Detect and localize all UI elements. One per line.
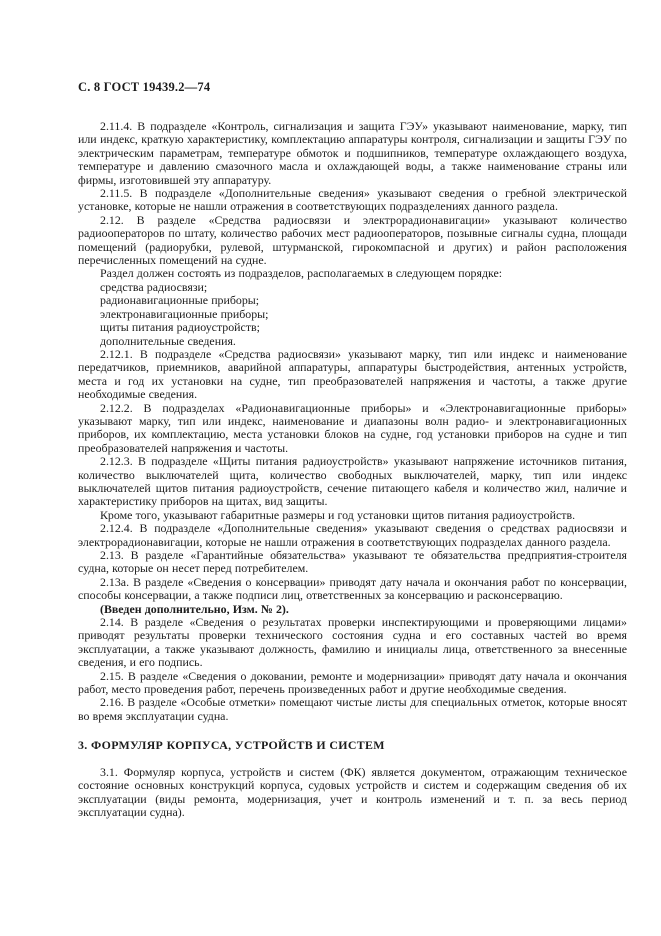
paragraph: Кроме того, указывают габаритные размеры и год установки щитов питания радиоустройств. bbox=[100, 507, 576, 522]
paragraph: 2.13а. В разделе «Сведения о консервации» приводят дату начала и окончания работ по консервации, способы консервации, а также подписи лиц, ответственных за консервацию и расконсервацию. bbox=[78, 574, 627, 603]
page-header: С. 8 ГОСТ 19439.2—74 bbox=[78, 80, 211, 94]
paragraph: электронавигационные приборы; bbox=[100, 306, 269, 321]
paragraph: 2.12. В разделе «Средства радиосвязи и электрорадионавигации» указывают количество радиооператоров по штату, количество рабочих мест радиооператоров, позывные сигналы судна, площади помещений (радиорубки, рулевой, штурманской, гирокомпасной и других) и район расположения перечисленных помещений на судне. bbox=[78, 212, 627, 268]
paragraph: 2.11.4. В подразделе «Контроль, сигнализация и защита ГЭУ» указывают наименование, марку, тип или индекс, краткую характеристику, комплектацию аппаратуры контроля, сигнализации и защиты ГЭУ по электрическим параметрам, температуре обмоток и подшипников, температуре охлаждающего воздуха, температуре и давлению смазочного масла и охлаждающей воды, а также наименование страны или фирмы, изготовившей эту аппаратуру. bbox=[78, 119, 627, 187]
paragraph: 2.12.1. В подразделе «Средства радиосвязи» указывают марку, тип или индекс и наименование передатчиков, приемников, аварийной аппаратуры, аппаратуры быстродействия, антенных устройств, места и год их установки на судне, тип преобразователей напряжения и частоты, а также другие необходимые сведения. bbox=[78, 346, 627, 402]
paragraph: 2.16. В разделе «Особые отметки» помещают чистые листы для специальных отметок, которые вносят во время эксплуатации судна. bbox=[78, 695, 627, 723]
paragraph: дополнительные сведения. bbox=[100, 333, 236, 348]
paragraph: (Введен дополнительно, Изм. № 2). bbox=[100, 601, 289, 616]
paragraph: радионавигационные приборы; bbox=[100, 293, 260, 308]
paragraph: 2.14. В разделе «Сведения о результатах проверки инспектирующими и проверяющими лицами» приводят результаты проверки технического состояния судна и его составных частей во время эксплуатации, а также указывают должность, фамилию и инициалы лица, ответственного за внесенные сведения, и его подпись. bbox=[78, 615, 627, 670]
paragraph: 2.15. В разделе «Сведения о доковании, ремонте и модернизации» приводят дату начала и окончания работ, место проведения работ, перечень произведенных работ и другие необходимые сведения. bbox=[78, 668, 627, 697]
paragraph: средства радиосвязи; bbox=[100, 279, 208, 294]
paragraph: 2.12.3. В подразделе «Щиты питания радиоустройств» указывают напряжение источников питания, количество выключателей щита, количество свободных выключателей, марку, тип или индекс выключателей щитов питания радиоустройств, сечение питающего кабеля и количество жил, наличие и характеристику приборов на щитах, вид защиты. bbox=[78, 454, 627, 509]
paragraph: 2.12.2. В подразделах «Радионавигационные приборы» и «Электронавигационные приборы» указывают марку, тип или индекс, наименование и диапазоны волн радио- и электронавигационных приборов, их комплектацию, места установки блоков на судне, год установки приборов на судне и тип преобразователей напряжения и частоты. bbox=[78, 400, 627, 455]
paragraph: Раздел должен состоять из подразделов, располагаемых в следующем порядке: bbox=[100, 266, 503, 281]
paragraph: 2.12.4. В подразделе «Дополнительные сведения» указывают сведения о средствах радиосвязи и электрорадионавигации, которые не нашли отражения в соответствующих подразделах данного раздела. bbox=[78, 521, 627, 549]
paragraph: 2.11.5. В подразделе «Дополнительные сведения» указывают сведения о гребной электрической установке, которые не нашли отражения в соответствующих подразделениях данного раздела. bbox=[78, 186, 627, 214]
document-body bbox=[78, 120, 627, 819]
paragraph: щиты питания радиоустройств; bbox=[100, 320, 260, 335]
paragraph: 2.13. В разделе «Гарантийные обязательства» указывают те обязательства предприятия-строителя судна, которые он несет перед потребителем. bbox=[78, 548, 627, 576]
paragraph: 3.1. Формуляр корпуса, устройств и систем (ФК) является документом, отражающим техническое состояние основных конструкций корпуса, судовых устройств и систем и содержащим сведения об их эксплуатации (виды ремонта, модернизация, учет и контроль изменений и т. п. за весь период эксплуатации судна). bbox=[78, 764, 627, 819]
section-heading: 3. ФОРМУЛЯР КОРПУСА, УСТРОЙСТВ И СИСТЕМ bbox=[78, 738, 385, 753]
